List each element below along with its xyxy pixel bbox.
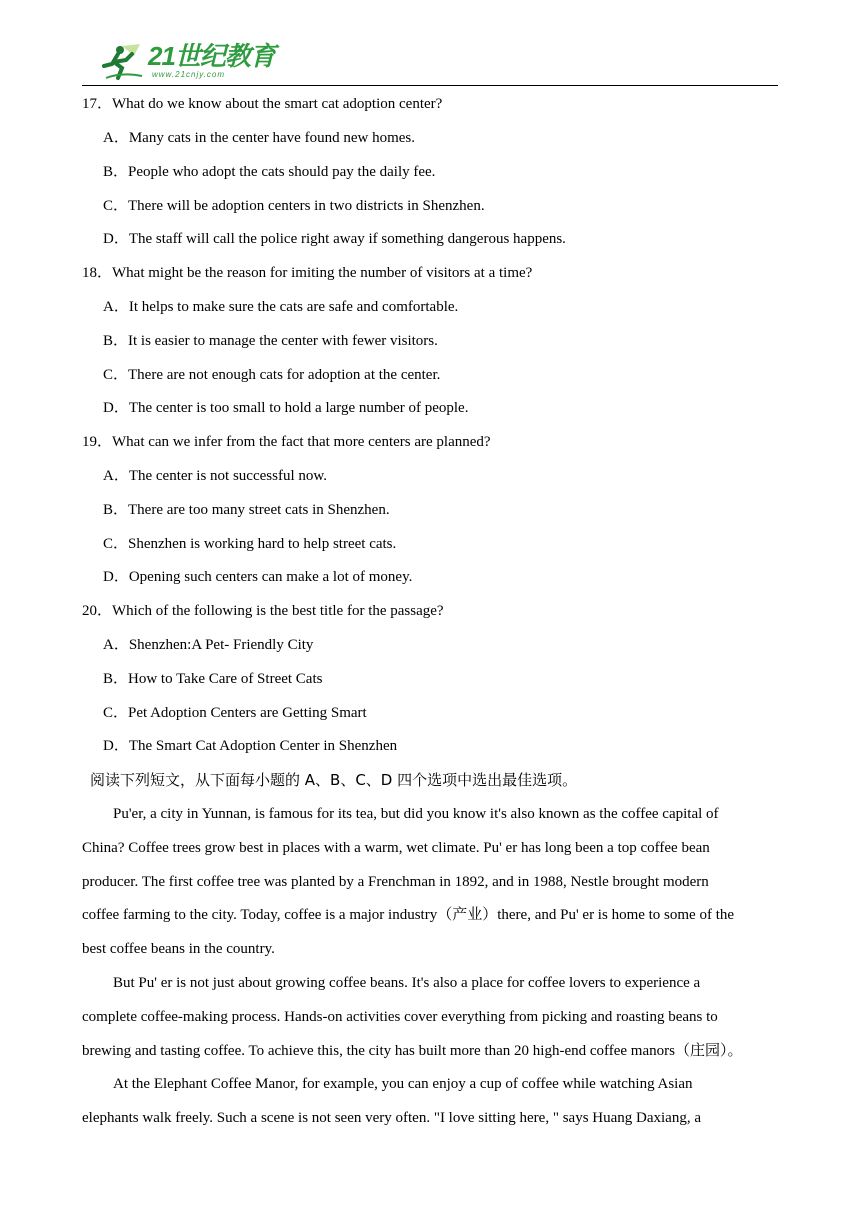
option-d: D．The staff will call the police right away if something dangerous happens.: [103, 231, 566, 247]
logo: [100, 41, 275, 84]
passage-line: producer. The first coffee tree was planted by a Frenchman in 1892, and in 1988, Nestle brought modern: [82, 874, 709, 890]
option-b: B．How to Take Care of Street Cats: [103, 671, 323, 687]
passage-line: But Pu' er is not just about growing coffee beans. It's also a place for coffee lovers to experience a: [113, 975, 701, 991]
option-b: B．It is easier to manage the center with fewer visitors.: [103, 333, 438, 349]
runner-logo-icon: [100, 42, 144, 82]
passage-line: China? Coffee trees grow best in places with a warm, wet climate. Pu' er has long been a top coffee bean: [82, 840, 710, 856]
option-c: C．Pet Adoption Centers are Getting Smart: [103, 705, 367, 721]
question-stem: 20．Which of the following is the best title for the passage?: [82, 603, 444, 619]
question-stem: 17．What do we know about the smart cat adoption center?: [82, 96, 443, 112]
option-c: C．There are not enough cats for adoption at the center.: [103, 367, 441, 383]
question-stem: 18．What might be the reason for imiting the number of visitors at a time?: [82, 265, 533, 281]
option-d: D．Opening such centers can make a lot of money.: [103, 569, 413, 585]
section-instruction: 阅读下列短文，从下面每小题的 A、B、C、D 四个选项中选出最佳选项。: [90, 771, 578, 789]
logo-wordmark: 21世纪教育: [148, 41, 275, 71]
option-a: A．The center is not successful now.: [103, 468, 327, 484]
header-divider: [82, 85, 778, 86]
option-d: D．The center is too small to hold a large number of people.: [103, 400, 469, 416]
logo-url: www.21cnjy.com: [152, 70, 225, 79]
passage-line: complete coffee-making process. Hands-on activities cover everything from picking and roasting beans to: [82, 1009, 718, 1025]
option-c: C．Shenzhen is working hard to help street cats.: [103, 536, 397, 552]
page-header: [82, 40, 778, 86]
option-b: B．People who adopt the cats should pay the daily fee.: [103, 164, 436, 180]
option-a: A．Many cats in the center have found new homes.: [103, 130, 415, 146]
passage-line: brewing and tasting coffee. To achieve this, the city has built more than 20 high-end coffee manors（庄园）。: [82, 1043, 743, 1059]
option-b: B．There are too many street cats in Shenzhen.: [103, 502, 390, 518]
passage-line: coffee farming to the city. Today, coffee is a major industry（产业）there, and Pu' er is home to some of the: [82, 907, 735, 923]
option-a: A．It helps to make sure the cats are safe and comfortable.: [103, 299, 459, 315]
option-a: A．Shenzhen:A Pet- Friendly City: [103, 637, 314, 653]
question-stem: 19．What can we infer from the fact that more centers are planned?: [82, 434, 491, 450]
passage-line: At the Elephant Coffee Manor, for example, you can enjoy a cup of coffee while watching Asian: [113, 1076, 693, 1092]
passage-line: best coffee beans in the country.: [82, 941, 275, 957]
option-d: D．The Smart Cat Adoption Center in Shenzhen: [103, 738, 398, 754]
passage-line: Pu'er, a city in Yunnan, is famous for its tea, but did you know it's also known as the coffee capital of: [113, 806, 719, 822]
passage-line: elephants walk freely. Such a scene is not seen very often. "I love sitting here, " says Huang Daxiang, a: [82, 1110, 701, 1126]
option-c: C．There will be adoption centers in two districts in Shenzhen.: [103, 198, 485, 214]
